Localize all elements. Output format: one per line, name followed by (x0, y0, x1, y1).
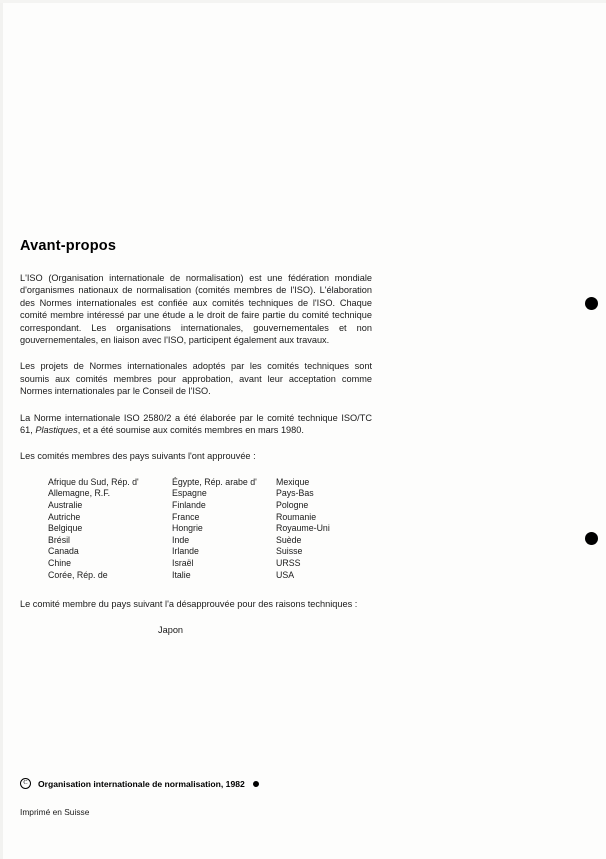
disapproval-intro: Le comité membre du pays suivant l'a désapprouvée pour des raisons techniques : (20, 599, 358, 610)
country-cell: Italie (172, 569, 191, 580)
country-cell: USA (276, 569, 295, 580)
register-dot-bottom-icon (585, 532, 598, 545)
standard-origin-before: La Norme internationale ISO 2580/2 a été élaborée par le comité technique ISO/TC 61, (20, 412, 372, 436)
disapproval-country: Japon (158, 624, 184, 635)
table-row (48, 570, 378, 582)
copyright-line (20, 778, 565, 789)
copyright-icon: C (20, 778, 31, 789)
table-row (48, 488, 378, 500)
table-row (48, 477, 378, 489)
approval-intro: Les comités membres des pays suivants l'ont approuvée : (20, 451, 256, 462)
country-cell: Hongrie (172, 523, 203, 534)
table-row (48, 546, 378, 558)
table-row (48, 535, 378, 547)
country-cell: Canada (48, 546, 79, 557)
country-cell: France (172, 511, 200, 522)
country-cell: Espagne (172, 488, 207, 499)
standard-origin-after: , et a été soumise aux comités membres en mars 1980. (77, 425, 304, 436)
country-cell: Allemagne, R.F. (48, 488, 111, 499)
country-cell: Irlande (172, 546, 199, 557)
table-row (48, 500, 378, 512)
country-cell: Pologne (276, 500, 309, 511)
country-cell: Israël (172, 558, 194, 569)
page-footer (20, 778, 565, 817)
country-cell: Corée, Rép. de (48, 569, 108, 580)
copyright-text: Organisation internationale de normalisation, 1982 (38, 778, 245, 789)
foreword-paragraph-1: L'ISO (Organisation internationale de normalisation) est une fédération mondiale d'organismes nationaux de normalisation (comités membres de l'ISO). L'élaboration des Normes internationales est confiée aux comités techniques de l'ISO. Chaque comité membre intéressé par une étude a le droit de faire partie du comité technique correspondant. Les organisations internationales, gouvernementales et non gouvernementales, en liaison avec l'ISO, participent également aux travaux. (20, 273, 372, 346)
scan-edge-left (0, 0, 3, 859)
country-cell: Mexique (276, 476, 310, 487)
table-row (48, 512, 378, 524)
country-cell: Australie (48, 500, 83, 511)
country-cell: URSS (276, 558, 301, 569)
page-title: Avant-propos (20, 238, 117, 254)
country-cell: Inde (172, 534, 190, 545)
country-cell: Chine (48, 558, 71, 569)
end-dot-icon (253, 781, 259, 787)
country-cell: Belgique (48, 523, 83, 534)
country-cell: Brésil (48, 534, 70, 545)
country-cell: Autriche (48, 511, 81, 522)
table-row (48, 523, 378, 535)
country-cell: Suède (276, 534, 302, 545)
country-cell: Finlande (172, 500, 206, 511)
country-cell: Pays-Bas (276, 488, 314, 499)
country-cell: Roumanie (276, 511, 317, 522)
country-cell: Afrique du Sud, Rép. d' (48, 476, 139, 487)
table-row (48, 558, 378, 570)
approving-countries-table (48, 477, 378, 581)
printed-in-text: Imprimé en Suisse (20, 807, 90, 817)
standard-origin-italic: Plastiques (35, 425, 78, 436)
standard-origin-paragraph (20, 412, 372, 437)
scan-edge-top (0, 0, 606, 3)
foreword-paragraph-2: Les projets de Normes internationales adoptés par les comités techniques sont soumis aux comités membres pour approbation, avant leur acceptation comme Normes internationales par le Conseil de l'ISO. (20, 361, 372, 397)
country-cell: Royaume-Uni (276, 523, 330, 534)
country-cell: Suisse (276, 546, 303, 557)
register-dot-top-icon (585, 297, 598, 310)
country-cell: Égypte, Rép. arabe d' (172, 476, 257, 487)
document-content (20, 238, 565, 635)
